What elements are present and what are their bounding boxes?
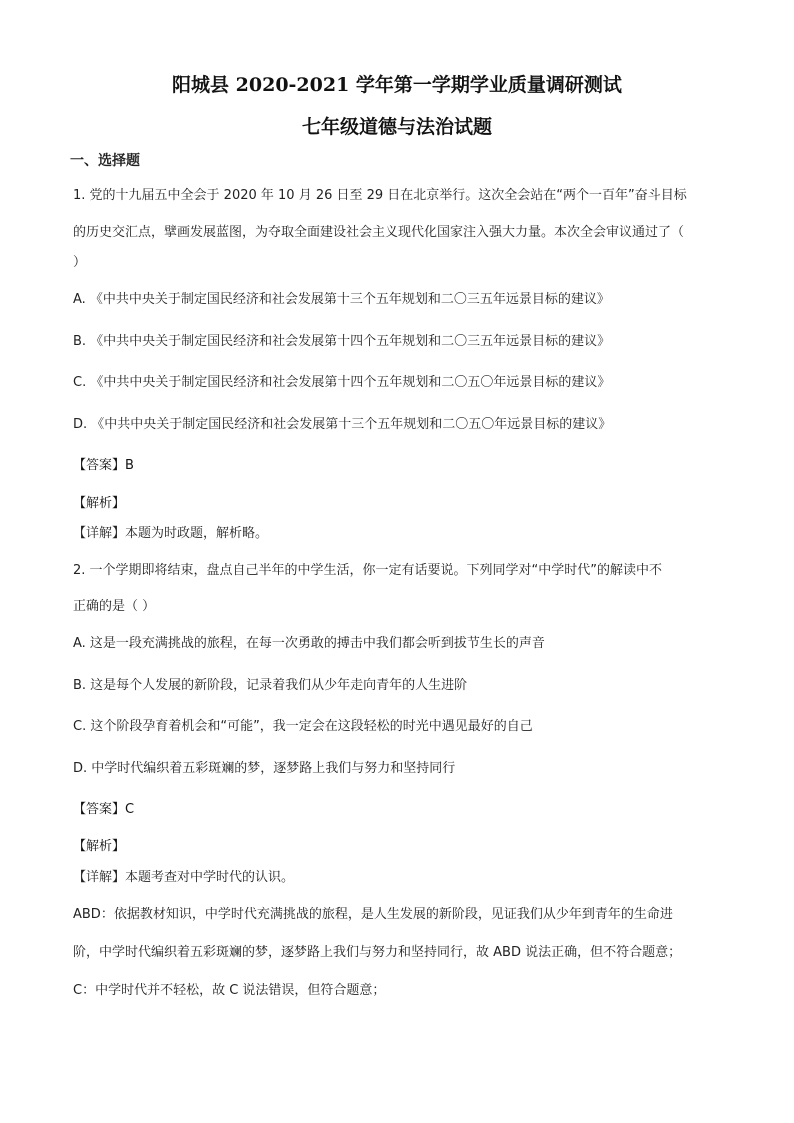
q1-analysis-label: 【解析】 bbox=[73, 496, 126, 511]
q2-stem-line2: 正确的是（ ） bbox=[73, 599, 156, 614]
q2-option-a: A. 这是一段充满挑战的旅程，在每一次勇敢的搏击中我们都会听到拔节生长的声音 bbox=[73, 636, 545, 651]
exam-title: 阳城县 2020-2021 学年第一学期学业质量调研测试 bbox=[172, 74, 622, 96]
q2-explain-line1: ABD：依据教材知识，中学时代充满挑战的旅程，是人生发展的新阶段，见证我们从少年到青年的生命进 bbox=[73, 907, 673, 922]
q1-option-b: B. 《中共中央关于制定国民经济和社会发展第十四个五年规划和二〇三五年远景目标的建议》 bbox=[73, 334, 611, 349]
q2-stem-line1: 2. 一个学期即将结束，盘点自己半年的中学生活，你一定有话要说。下列同学对“中学时代”的解读中不 bbox=[73, 563, 663, 578]
q1-stem-line3: ） bbox=[73, 255, 87, 270]
q2-explain-line3: C：中学时代并不轻松，故 C 说法错误，但符合题意； bbox=[73, 983, 386, 998]
exam-subtitle: 七年级道德与法治试题 bbox=[301, 116, 492, 138]
q1-option-d: D. 《中共中央关于制定国民经济和社会发展第十三个五年规划和二〇五〇年远景目标的建议》 bbox=[73, 417, 612, 432]
q1-answer: 【答案】B bbox=[73, 458, 134, 473]
q1-option-c: C. 《中共中央关于制定国民经济和社会发展第十四个五年规划和二〇五〇年远景目标的建议》 bbox=[73, 375, 611, 390]
q1-stem-line2: 的历史交汇点，擘画发展蓝图，为夺取全面建设社会主义现代化国家注入强大力量。本次全会审议通过了（ bbox=[73, 225, 685, 240]
q2-option-c: C. 这个阶段孕育着机会和“可能”，我一定会在这段轻松的时光中遇见最好的自己 bbox=[73, 719, 533, 734]
q2-answer: 【答案】C bbox=[73, 802, 135, 817]
q2-analysis-label: 【解析】 bbox=[73, 839, 126, 854]
q1-detail: 【详解】本题为时政题，解析略。 bbox=[73, 526, 269, 541]
q1-stem-line1: 1. 党的十九届五中全会于 2020 年 10 月 26 日至 29 日在北京举行。这次全会站在“两个一百年”奋斗目标 bbox=[73, 188, 687, 203]
q2-detail: 【详解】本题考查对中学时代的认识。 bbox=[73, 870, 295, 885]
q2-option-d: D. 中学时代编织着五彩斑斓的梦，逐梦路上我们与努力和坚持同行 bbox=[73, 761, 456, 776]
q2-option-b: B. 这是每个人发展的新阶段，记录着我们从少年走向青年的人生进阶 bbox=[73, 678, 468, 693]
section-heading: 一、选择题 bbox=[70, 153, 140, 169]
q1-option-a: A. 《中共中央关于制定国民经济和社会发展第十三个五年规划和二〇三五年远景目标的建议》 bbox=[73, 292, 610, 307]
q2-explain-line2: 阶，中学时代编织着五彩斑斓的梦，逐梦路上我们与努力和坚持同行，故 ABD 说法正确，但不符合题意； bbox=[73, 945, 682, 960]
